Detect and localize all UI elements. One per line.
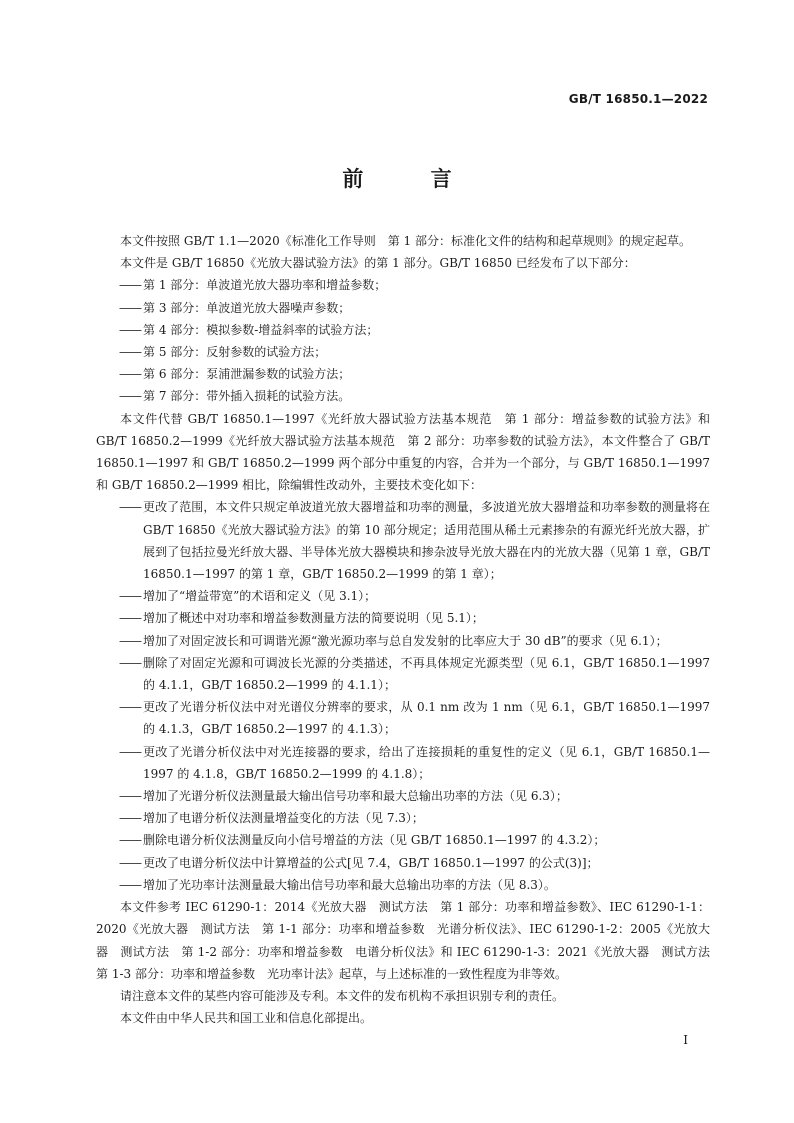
page-number: I: [683, 1033, 688, 1047]
list-item: [96, 829, 710, 851]
dash-marker: ——: [119, 300, 141, 315]
standard-code: GB/T 16850.1—2022: [568, 92, 708, 106]
paragraph-references: 本文件参考 IEC 61290-1：2014《光放大器 测试方法 第 1 部分：功率和增益参数》、IEC 61290-1-1：2020《光放大器 测试方法 第 1-1 部分：功率和增益参数 光谱分析仪法》、IEC 61290-1-2：2005《光放大器 测试方法 第 1-2 部分：功率和增益参数 电谱分析仪法》和 IEC 61290-1-3：2021《光放大器 测试方法 第 1-3 部分：功率和增益参数 光功率计法》起草，与上述标准的一致性程度为非等效。: [96, 900, 723, 981]
list-item-text: 删除了对固定光源和可调波长光源的分类描述，不再具体规定光源类型（见 6.1，GB/T 16850.1—1997 的 4.1.1，GB/T 16850.2—1999 的 4.1.1）；: [143, 655, 710, 693]
list-item: [96, 496, 710, 585]
list-item-text: 第 3 部分：单波道光放大器噪声参数；: [143, 300, 351, 315]
dash-marker: ——: [119, 700, 141, 715]
list-item: [96, 741, 710, 785]
list-item-text: 更改了光谱分析仪法中对光谱仪分辨率的要求，从 0.1 nm 改为 1 nm（见 6.1，GB/T 16850.1—1997 的 4.1.3，GB/T 16850.2—1997 的 4.1.3）；: [143, 700, 710, 737]
list-item: [96, 385, 710, 407]
list-item-text: 增加了电谱分析仪法测量增益变化的方法（见 7.3）；: [143, 811, 424, 826]
list-item-text: 增加了光谱分析仪法测量最大输出信号功率和最大总输出功率的方法（见 6.3）；: [143, 789, 568, 804]
dash-marker: ——: [119, 367, 141, 382]
dash-marker: ——: [119, 655, 141, 670]
list-item-text: 第 5 部分：反射参数的试验方法；: [143, 345, 327, 360]
paragraph-parts-intro: 本文件是 GB/T 16850《光放大器试验方法》的第 1 部分。GB/T 16850 已经发布了以下部分：: [120, 256, 636, 271]
paragraph-patent-notice: 请注意本文件的某些内容可能涉及专利。本文件的发布机构不承担识别专利的责任。: [120, 988, 565, 1003]
list-item: [96, 874, 710, 896]
list-item: [96, 585, 710, 607]
dash-marker: ——: [119, 633, 141, 648]
dash-marker: ——: [119, 789, 141, 804]
list-item-text: 增加了光功率计法测量最大输出信号功率和最大总输出功率的方法（见 8.3）。: [143, 877, 556, 892]
changes-list: [96, 496, 710, 896]
dash-marker: ——: [119, 278, 141, 293]
dash-marker: ——: [119, 500, 141, 515]
list-item-text: 增加了对固定波长和可调谐光源“激光源功率与总自发发射的比率应大于 30 dB”的要求（见 6.1）；: [143, 633, 668, 648]
dash-marker: ——: [119, 833, 141, 848]
list-item: [96, 341, 710, 363]
list-item: [96, 807, 710, 829]
paragraph-drafting-rules: 本文件按照 GB/T 1.1—2020《标准化工作导则 第 1 部分：标准化文件的结构和起草规则》的规定起草。: [120, 234, 691, 248]
list-item: [96, 630, 710, 652]
dash-marker: ——: [119, 811, 141, 826]
list-item-text: 更改了范围，本文件只规定单波道光放大器增益和功率的测量，多波道光放大器增益和功率参数的测量将在 GB/T 16850《光放大器试验方法》的第 10 部分规定；适用范围从稀土元素掺杂的有源光纤光放大器，扩展到了包括拉曼光纤放大器、半导体光放大器模块和掺杂波导光放大器在内的光放大器（见第 1 章，GB/T 16850.1—1997 的第 1 章，GB/T 16850.2—1999 的第 1 章）；: [143, 500, 711, 582]
list-item-text: 增加了概述中对功率和增益参数测量方法的简要说明（见 5.1）；: [143, 611, 484, 626]
list-item-text: 更改了电谱分析仪法中计算增益的公式[见 7.4，GB/T 16850.1—1997 的公式(3)]；: [143, 855, 599, 870]
dash-marker: ——: [119, 345, 141, 360]
parts-list: [96, 274, 710, 407]
list-item: [96, 607, 710, 629]
list-item: [96, 363, 710, 385]
list-item-text: 增加了“增益带宽”的术语和定义（见 3.1）；: [143, 589, 377, 604]
document-body: [96, 230, 723, 1029]
dash-marker: ——: [119, 589, 141, 604]
list-item: [96, 696, 710, 740]
list-item: [96, 319, 710, 341]
dash-marker: ——: [119, 744, 141, 759]
list-item: [96, 852, 710, 874]
list-item-text: 更改了光谱分析仪法中对光连接器的要求，给出了连接损耗的重复性的定义（见 6.1，GB/T 16850.1—1997 的 4.1.8，GB/T 16850.2—1999 的 4.1.8）；: [143, 744, 710, 781]
paragraph-proposer: 本文件由中华人民共和国工业和信息化部提出。: [120, 1011, 373, 1026]
list-item-text: 删除电谱分析仪法测量反向小信号增益的方法（见 GB/T 16850.1—1997 的 4.3.2）；: [143, 833, 606, 848]
list-item: [96, 297, 710, 319]
dash-marker: ——: [119, 877, 141, 892]
list-item-text: 第 7 部分：带外插入损耗的试验方法。: [143, 389, 351, 404]
dash-marker: ——: [119, 389, 141, 404]
paragraph-replacement: 本文件代替 GB/T 16850.1—1997《光纤放大器试验方法基本规范 第 1 部分：增益参数的试验方法》和 GB/T 16850.2—1999《光纤放大器试验方法基本规范 第 2 部分：功率参数的试验方法》，本文件整合了 GB/T 16850.1—1997 和 GB/T 16850.2—1999 两个部分中重复的内容，合并为一个部分，与 GB/T 16850.1—1997 和 GB/T 16850.2—1999 相比，除编辑性改动外，主要技术变化如下：: [96, 411, 710, 493]
dash-marker: ——: [119, 611, 141, 626]
dash-marker: ——: [119, 322, 141, 337]
page-title: 前 言: [342, 167, 482, 191]
dash-marker: ——: [119, 855, 141, 870]
list-item: [96, 785, 710, 807]
list-item: [96, 652, 710, 696]
list-item-text: 第 6 部分：泵浦泄漏参数的试验方法；: [143, 367, 351, 382]
list-item: [96, 274, 710, 296]
list-item-text: 第 4 部分：模拟参数-增益斜率的试验方法；: [143, 322, 379, 337]
list-item-text: 第 1 部分：单波道光放大器功率和增益参数；: [143, 278, 387, 293]
